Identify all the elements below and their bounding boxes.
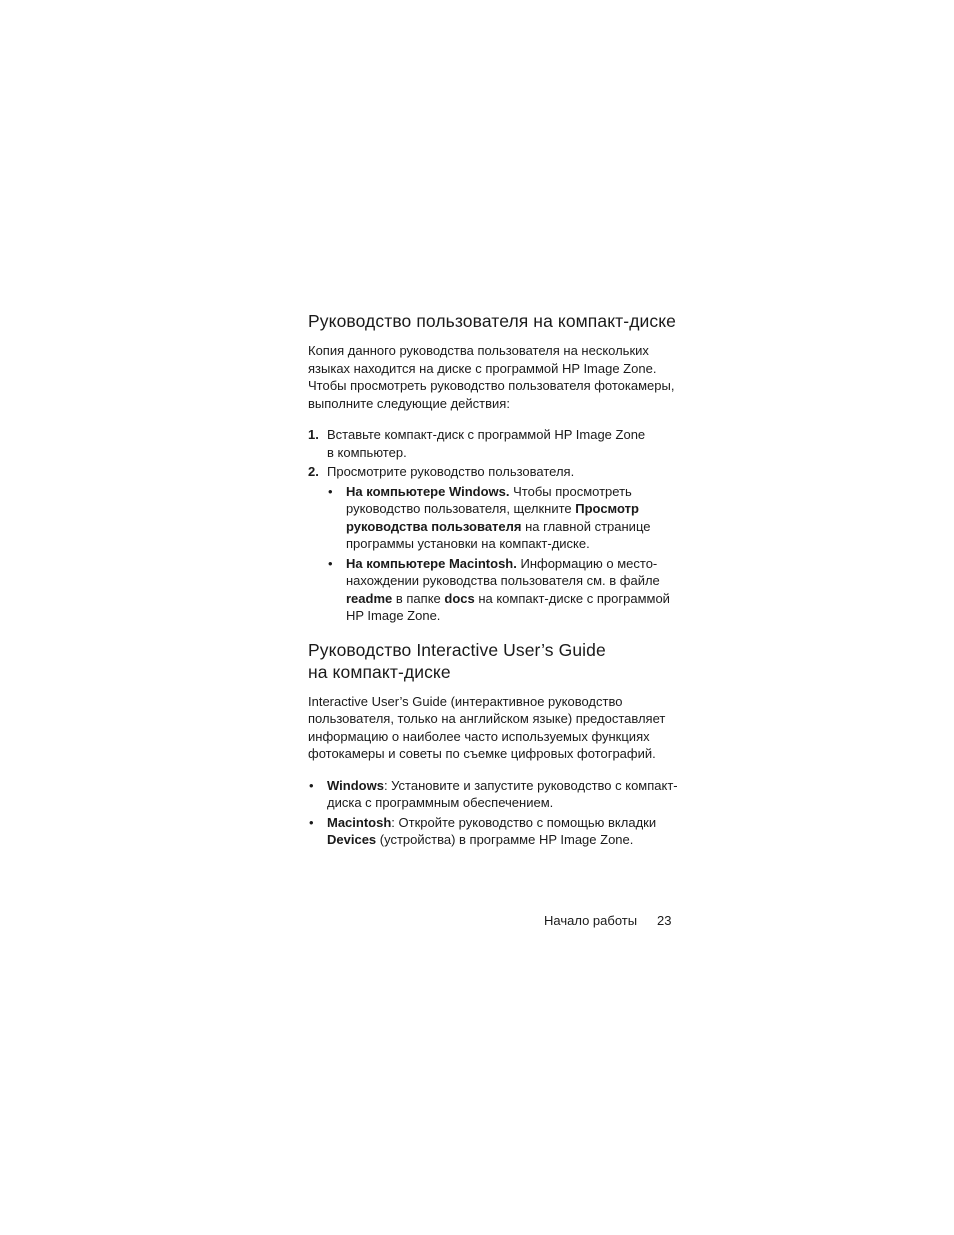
os-instructions-list (327, 483, 678, 625)
list-item-macintosh: • Macintosh: Откройте руководство с помощью вкладки Devices (устройства) в программе HP Image Zone. (309, 814, 657, 847)
intro-paragraph-2: Interactive User’s Guide (интерактивное руководство пользователя, только на английском языке) предоставляет информацию о наиболее часто используемых функциях фотокамеры и советы по съемке цифровых фотографий. (308, 693, 666, 761)
step-number: 1. (308, 427, 319, 442)
section-heading-cd-guide: Руководство пользователя на компакт-диске (308, 311, 677, 331)
list-item-windows: • На компьютере Windows. Чтобы просмотреть руководство пользователя, щелкните Просмотр руководства пользователя на главной странице программы установки на компакт-диске. (328, 483, 651, 551)
page-number: 23 (657, 913, 672, 928)
list-item-macintosh: • На компьютере Macintosh. Информацию о место- нахождении руководства пользователя см. в файле readme в папке docs на компакт-диске с программой HP Image Zone. (328, 555, 670, 623)
step-item-1: 1. Вставьте компакт-диск с программой HP Image Zone в компьютер. (308, 427, 646, 460)
bullet-icon: • (328, 483, 333, 499)
page-content (308, 310, 678, 851)
bullet-icon: • (309, 814, 314, 830)
list-item-windows: • Windows: Установите и запустите руководство с компакт- диска с программным обеспечением. (309, 777, 678, 810)
step-item-2: 2. Просмотрите руководство пользователя. • На компьютере Windows. Чтобы просмотреть руководство пользователя, щелкните Просмотр руководства пользователя на главной странице программы установки на компакт-диске. • На компьютере Macintosh. Информацию о место- нахождении руководства пользователя см. в файле readme в папке docs на компакт-диске с программой HP Image Zone. (308, 463, 678, 625)
bullet-icon: • (328, 555, 333, 571)
footer-section-label: Начало работы (544, 913, 638, 928)
bullet-icon: • (309, 777, 314, 793)
section-heading-interactive-guide: Руководство Interactive User’s Guide на компакт-диске (308, 639, 606, 682)
steps-list (308, 426, 678, 625)
intro-paragraph-1: Копия данного руководства пользователя на нескольких языках находится на диске с программой HP Image Zone. Чтобы просмотреть руководство пользователя фотокамеры, выполните следующие действия: (308, 343, 675, 411)
interactive-guide-list (308, 777, 678, 849)
step-number: 2. (308, 464, 319, 479)
